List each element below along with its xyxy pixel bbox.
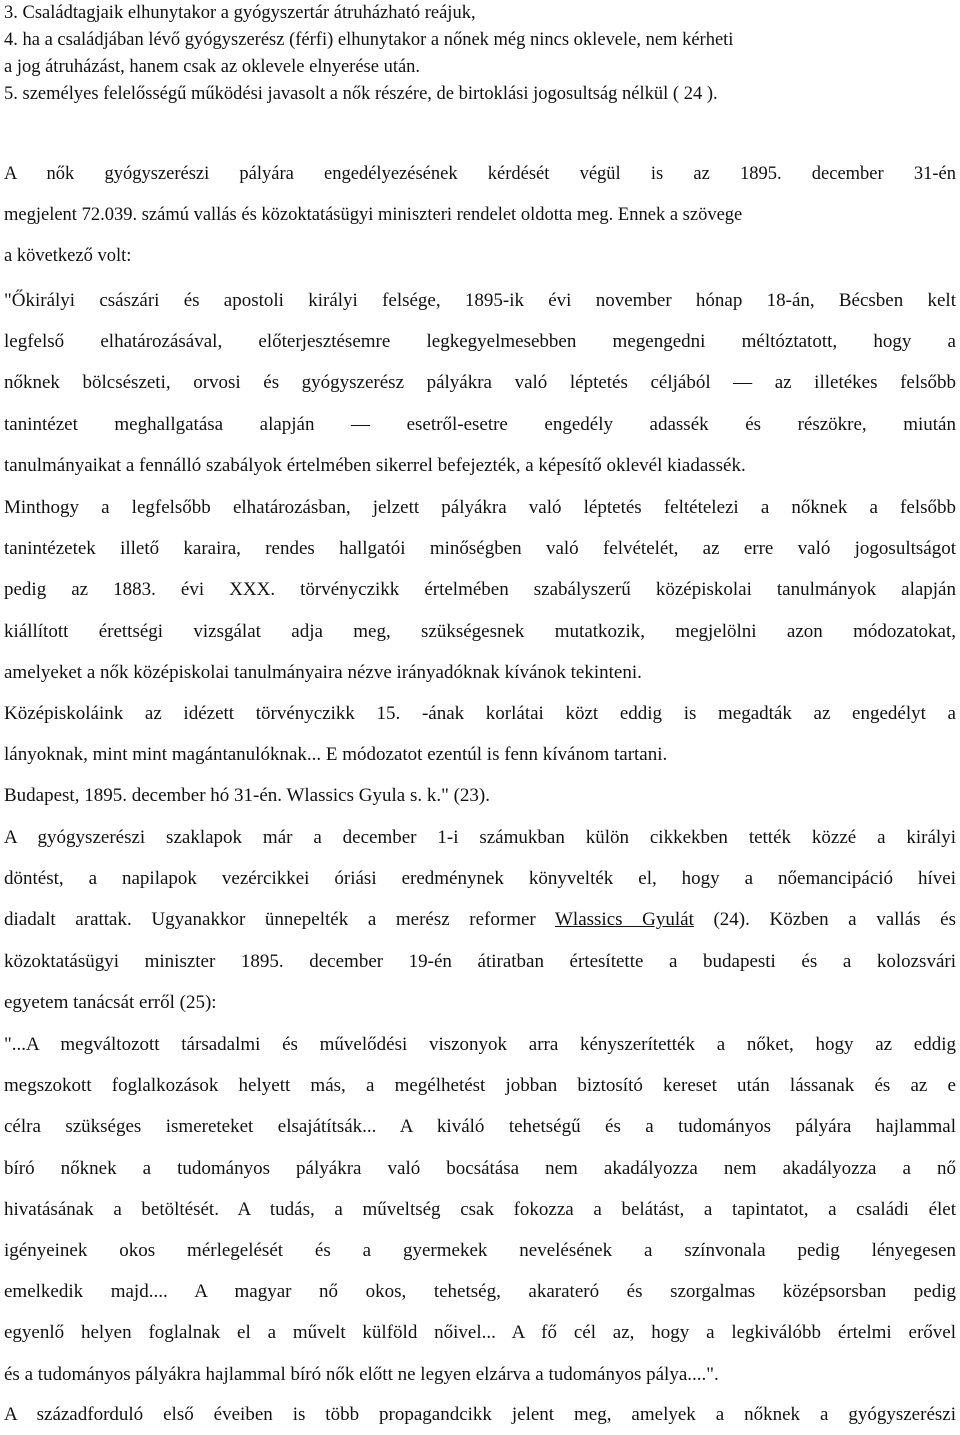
quote-signature-line: Budapest, 1895. december hó 31-én. Wlassics Gyula s. k." (23). xyxy=(4,785,490,807)
paragraph-line: A nők gyógyszerészi pályára engedélyezésének kérdését végül is az 1895. december 31-én xyxy=(4,164,956,184)
quote-admission-conditions xyxy=(4,487,956,693)
condition-3: 3. Családtagjaik elhunytakor a gyógyszertár átruházható reájuk, xyxy=(4,3,476,23)
quote-ministry-letter xyxy=(4,1024,956,1395)
paragraph-line: A századforduló első éveiben is több propagandcikk jelent meg, amelyek a nőknek a gyógyszerészi xyxy=(4,1404,956,1425)
quote-line: célra szükséges ismereteket elsajátítsák... A kiváló tehetségű és a tudományos pályára hajlammal xyxy=(4,1116,956,1138)
paragraph-press-reaction xyxy=(4,817,956,1023)
quote-line: legfelső elhatározásával, előterjesztésemre legkegyelmesebben megengedni méltóztatott, hogy a xyxy=(4,331,956,353)
quote-secondary-schools xyxy=(4,693,956,817)
quote-line: Középiskoláink az idézett törvényczikk 15. -ának korlátai közt eddig is megadták az engedélyt a xyxy=(4,703,956,724)
quote-royal-decision xyxy=(4,280,956,486)
condition-4-continued: a jog átruházást, hanem csak az oklevele elnyerése után. xyxy=(4,57,421,77)
wlassics-gyula-link[interactable]: Wlassics Gyulát xyxy=(555,909,694,931)
quote-line: és a tudományos pályákra hajlammal bíró nők előtt ne legyen elzárva a tudományos pálya....". xyxy=(4,1363,719,1385)
quote-line: tanintézet meghallgatása alapján — esetről-esetre engedély adassék és részökre, miután xyxy=(4,413,956,435)
condition-5: 5. személyes felelősségű működési javasolt a nők részére, de birtoklási jogosultság nélkül ( 24 ). xyxy=(4,84,718,104)
paragraph-line: közoktatásügyi miniszter 1895. december 19-én átiratban értesítette a budapesti és a kolozsvári xyxy=(4,950,956,972)
quote-line: "Őkirályi császári és apostoli királyi felsége, 1895-ik évi november hónap 18-án, Bécsben kelt xyxy=(4,290,956,311)
quote-line: emelkedik majd.... A magyar nő okos, tehetség, akarateró és szorgalmas középsorsban pedig xyxy=(4,1281,956,1303)
paragraph-line: megjelent 72.039. számú vallás és közoktatásügyi miniszteri rendelet oldotta meg. Ennek a szövege xyxy=(4,205,743,225)
quote-line: tanulmányaikat a fennálló szabályok értelmében sikerrel befejezték, a képesítő oklevél kiadassék. xyxy=(4,454,746,476)
quote-line: pedig az 1883. évi XXX. törvényczikk értelmében szabályszerű középiskolai tanulmányok alapján xyxy=(4,579,956,601)
quote-line: megszokott foglalkozások helyett más, a megélhetést jobban biztosító kereset után lássanak és az e xyxy=(4,1075,956,1097)
quote-line: "...A megváltozott társadalmi és művelődési viszonyok arra kényszerítették a nőket, hogy az eddig xyxy=(4,1034,956,1055)
paragraph-line: a következő volt: xyxy=(4,246,132,266)
quote-line: kiállított érettségi vizsgálat adja meg, szükségesnek mutatkozik, megjelölni azon módozatokat, xyxy=(4,620,956,642)
condition-4: 4. ha a családjában lévő gyógyszerész (férfi) elhunytakor a nőnek még nincs oklevele, nem kérheti xyxy=(4,30,734,50)
quote-line: Minthogy a legfelsőbb elhatározásban, jelzett pályákra való léptetés feltételezi a nőknek a felsőbb xyxy=(4,497,956,518)
numbered-conditions xyxy=(4,0,956,108)
paragraph-line: A gyógyszerészi szaklapok már a december 1-i számukban külön cikkekben tették közzé a királyi xyxy=(4,827,956,848)
quote-line: egyenlő helyen foglalnak el a művelt külföld nőivel... A fő cél az, hogy a legkiválóbb értelmi erővel xyxy=(4,1322,956,1344)
quote-line: igényeinek okos mérlegelését és a gyermekek nevelésének a színvonala pedig lényegesen xyxy=(4,1240,956,1262)
quote-line: tanintézetek illető karaira, rendes hallgatói minőségben való felvételét, az erre való jogosultságot xyxy=(4,538,956,560)
quote-line: nőknek bölcsészeti, orvosi és gyógyszerész pályákra való léptetés céljából — az illetékes felsőbb xyxy=(4,372,956,394)
quote-line: lányoknak, mint mint magántanulóknak... E módozatot ezentúl is fenn kívánom tartani. xyxy=(4,744,668,766)
paragraph-decree-intro xyxy=(4,161,956,270)
quote-line: bíró nőknek a tudományos pályákra való bocsátása nem akadályozza nem akadályozza a nő xyxy=(4,1157,956,1179)
paragraph-line: döntést, a napilapok vezércikkei óriási eredménynek könyvelték el, hogy a nőemancipáció hívei xyxy=(4,868,956,890)
paragraph-line: diadalt arattak. Ugyanakkor ünnepelték a merész reformer Wlassics Gyulát (24). Közben a vallás és xyxy=(4,909,956,931)
paragraph-turn-of-century xyxy=(4,1394,956,1435)
paragraph-line: egyetem tanácsát erről (25): xyxy=(4,991,217,1013)
quote-line: hivatásának a betöltését. A tudás, a műveltség csak fokozza a belátást, a tapintatot, a családi élet xyxy=(4,1198,956,1220)
quote-line: amelyeket a nők középiskolai tanulmányaira nézve irányadóknak kívánok tekinteni. xyxy=(4,661,642,683)
